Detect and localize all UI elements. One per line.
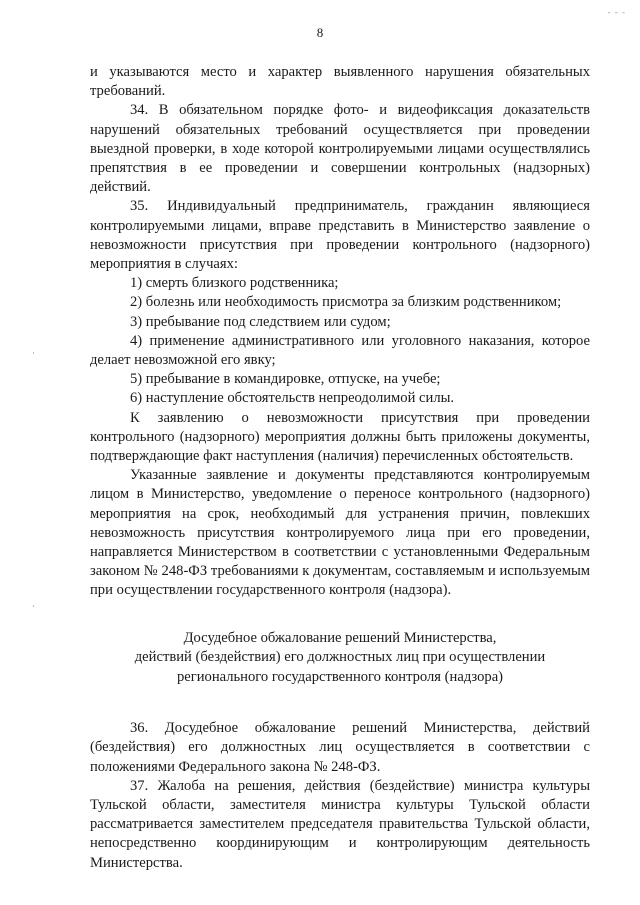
list-item: 6) наступление обстоятельств непреодолимой силы. [130,390,455,407]
paragraph-34: 34. В обязательном порядке фото- и видеофиксация доказательств нарушений обязательных требований осуществляется при проведении выездной проверки, в ходе которой контролируемыми лицами осуществлялись препятствия в ее проведении и совершении контрольных (надзорных) действий. [90,102,590,196]
document-body [90,63,590,873]
paragraph-35: 35. Индивидуальный предприниматель, гражданин являющиеся контролируемыми лицами, вправе представить в Министерство заявление о невозможности присутствия при проведении контрольного (надзорного) мероприятия в случаях: [90,198,590,273]
list-item: 3) пребывание под следствием или судом; [130,313,391,330]
paragraph-attachments: К заявлению о невозможности присутствия при проведении контрольного (надзорного) мероприятия должны быть приложены документы, подтверждающие факт наступления (наличия) перечисленных обстоятельств. [90,409,590,465]
page-number: 8 [316,25,324,40]
list-item: 5) пребывание в командировке, отпуске, на учебе; [130,371,441,388]
paragraph-submission: Указанные заявление и документы представляются контролируемым лицом в Министерство, уведомление о переносе контрольного (надзорного) мероприятия на срок, необходимый для устранения причин, повлекших невозможность присутствия контролируемого лица при его проведении, направляется Министерством в соответствии с установленными Федеральным законом № 248-ФЗ требованиями к документам, составляемым и используемым при осуществлении государственного контроля (надзора). [90,467,590,599]
paragraph-37: 37. Жалоба на решения, действия (бездействие) министра культуры Тульской области, заместителя министра культуры Тульской области рассматривается заместителем председателя правительства Тульской области, непосредственно координирующим и контролирующим деятельность Министерства. [90,777,590,871]
section-heading-line: действий (бездействия) его должностных лиц при осуществлении [134,649,546,666]
margin-mark [33,605,34,607]
section-heading-line: регионального государственного контроля (надзора) [176,668,504,685]
section-heading-line: Досудебное обжалование решений Министерства, [183,629,497,646]
section-heading [90,629,590,688]
list-item: 4) применение административного или уголовного наказания, которое делает невозможной его явку; [90,332,590,369]
list-item: 1) смерть близкого родственника; [130,275,339,292]
paragraph-continuation: и указываются место и характер выявленного нарушения обязательных требований. [90,64,590,100]
corner-mark: - - - [607,7,626,17]
margin-mark [33,352,34,354]
paragraph-36: 36. Досудебное обжалование решений Министерства, действий (бездействия) его должностных лиц осуществляется в соответствии с положениями Федерального закона № 248-ФЗ. [90,720,590,775]
list-item: 2) болезнь или необходимость присмотра за близким родственником; [130,294,562,311]
